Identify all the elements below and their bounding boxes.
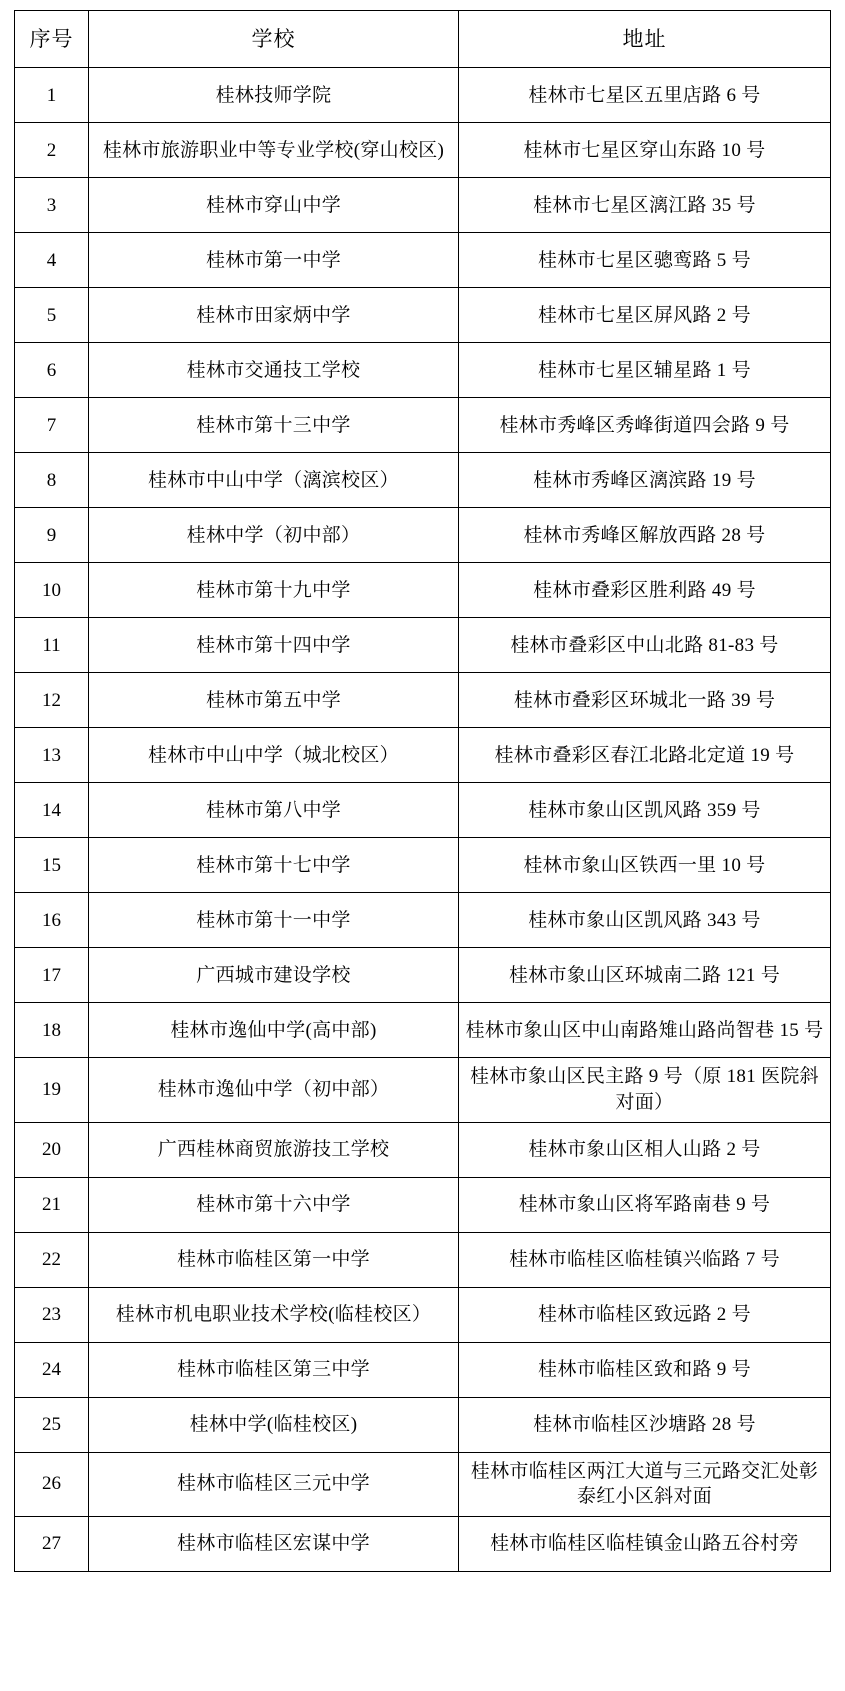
cell-school: 桂林市临桂区第一中学 bbox=[89, 1232, 459, 1287]
cell-index: 5 bbox=[15, 288, 89, 343]
cell-address: 桂林市象山区环城南二路 121 号 bbox=[459, 948, 831, 1003]
cell-school: 桂林中学(临桂校区) bbox=[89, 1397, 459, 1452]
cell-address: 桂林市临桂区临桂镇金山路五谷村旁 bbox=[459, 1516, 831, 1571]
cell-school: 桂林市穿山中学 bbox=[89, 178, 459, 233]
table-row bbox=[15, 1122, 831, 1177]
cell-address: 桂林市叠彩区中山北路 81-83 号 bbox=[459, 618, 831, 673]
cell-index: 4 bbox=[15, 233, 89, 288]
cell-index: 18 bbox=[15, 1003, 89, 1058]
cell-address: 桂林市象山区凯风路 343 号 bbox=[459, 893, 831, 948]
cell-index: 13 bbox=[15, 728, 89, 783]
cell-index: 6 bbox=[15, 343, 89, 398]
cell-index: 25 bbox=[15, 1397, 89, 1452]
cell-index: 9 bbox=[15, 508, 89, 563]
table-header bbox=[15, 11, 831, 68]
cell-address: 桂林市秀峰区秀峰街道四会路 9 号 bbox=[459, 398, 831, 453]
cell-school: 桂林市中山中学（城北校区） bbox=[89, 728, 459, 783]
cell-school: 桂林市第十六中学 bbox=[89, 1177, 459, 1232]
cell-address: 桂林市七星区辅星路 1 号 bbox=[459, 343, 831, 398]
cell-index: 10 bbox=[15, 563, 89, 618]
cell-address: 桂林市象山区将军路南巷 9 号 bbox=[459, 1177, 831, 1232]
table-row bbox=[15, 1342, 831, 1397]
cell-school: 广西城市建设学校 bbox=[89, 948, 459, 1003]
table-row bbox=[15, 288, 831, 343]
cell-school: 桂林技师学院 bbox=[89, 68, 459, 123]
table-row bbox=[15, 123, 831, 178]
table-row bbox=[15, 673, 831, 728]
cell-address: 桂林市象山区中山南路雉山路尚智巷 15 号 bbox=[459, 1003, 831, 1058]
cell-school: 桂林市逸仙中学（初中部） bbox=[89, 1058, 459, 1122]
cell-school: 桂林市第十三中学 bbox=[89, 398, 459, 453]
cell-address: 桂林市秀峰区解放西路 28 号 bbox=[459, 508, 831, 563]
table-row bbox=[15, 1058, 831, 1122]
table-row bbox=[15, 453, 831, 508]
table-row bbox=[15, 68, 831, 123]
cell-address: 桂林市象山区民主路 9 号（原 181 医院斜对面） bbox=[459, 1058, 831, 1122]
table-row bbox=[15, 893, 831, 948]
cell-school: 桂林市临桂区宏谋中学 bbox=[89, 1516, 459, 1571]
table-row bbox=[15, 1177, 831, 1232]
table-row bbox=[15, 783, 831, 838]
table-row bbox=[15, 343, 831, 398]
cell-address: 桂林市秀峰区漓滨路 19 号 bbox=[459, 453, 831, 508]
table-row bbox=[15, 1516, 831, 1571]
column-header-school: 学校 bbox=[89, 11, 459, 68]
cell-address: 桂林市临桂区临桂镇兴临路 7 号 bbox=[459, 1232, 831, 1287]
cell-school: 桂林市中山中学（漓滨校区） bbox=[89, 453, 459, 508]
cell-index: 7 bbox=[15, 398, 89, 453]
cell-school: 桂林市第十四中学 bbox=[89, 618, 459, 673]
cell-school: 桂林市第八中学 bbox=[89, 783, 459, 838]
table-row bbox=[15, 618, 831, 673]
table-row bbox=[15, 178, 831, 233]
table-row bbox=[15, 1452, 831, 1516]
cell-school: 桂林中学（初中部） bbox=[89, 508, 459, 563]
cell-index: 27 bbox=[15, 1516, 89, 1571]
cell-address: 桂林市象山区相人山路 2 号 bbox=[459, 1122, 831, 1177]
table-row bbox=[15, 508, 831, 563]
cell-index: 21 bbox=[15, 1177, 89, 1232]
cell-address: 桂林市象山区铁西一里 10 号 bbox=[459, 838, 831, 893]
cell-address: 桂林市七星区五里店路 6 号 bbox=[459, 68, 831, 123]
cell-index: 12 bbox=[15, 673, 89, 728]
cell-address: 桂林市临桂区沙塘路 28 号 bbox=[459, 1397, 831, 1452]
cell-address: 桂林市七星区漓江路 35 号 bbox=[459, 178, 831, 233]
table-row bbox=[15, 728, 831, 783]
cell-school: 桂林市第十一中学 bbox=[89, 893, 459, 948]
cell-school: 桂林市第十七中学 bbox=[89, 838, 459, 893]
table-row bbox=[15, 838, 831, 893]
cell-school: 桂林市第一中学 bbox=[89, 233, 459, 288]
cell-school: 桂林市第五中学 bbox=[89, 673, 459, 728]
cell-school: 桂林市临桂区第三中学 bbox=[89, 1342, 459, 1397]
cell-index: 22 bbox=[15, 1232, 89, 1287]
column-header-index: 序号 bbox=[15, 11, 89, 68]
cell-address: 桂林市七星区骢鸾路 5 号 bbox=[459, 233, 831, 288]
cell-address: 桂林市七星区屏风路 2 号 bbox=[459, 288, 831, 343]
table-row bbox=[15, 1232, 831, 1287]
cell-address: 桂林市七星区穿山东路 10 号 bbox=[459, 123, 831, 178]
cell-index: 8 bbox=[15, 453, 89, 508]
cell-index: 20 bbox=[15, 1122, 89, 1177]
cell-school: 桂林市机电职业技术学校(临桂校区） bbox=[89, 1287, 459, 1342]
table-row bbox=[15, 1003, 831, 1058]
cell-index: 23 bbox=[15, 1287, 89, 1342]
cell-index: 19 bbox=[15, 1058, 89, 1122]
cell-index: 15 bbox=[15, 838, 89, 893]
cell-index: 24 bbox=[15, 1342, 89, 1397]
cell-address: 桂林市叠彩区胜利路 49 号 bbox=[459, 563, 831, 618]
cell-index: 1 bbox=[15, 68, 89, 123]
cell-address: 桂林市临桂区致和路 9 号 bbox=[459, 1342, 831, 1397]
table-body bbox=[15, 68, 831, 1572]
cell-address: 桂林市临桂区致远路 2 号 bbox=[459, 1287, 831, 1342]
column-header-address: 地址 bbox=[459, 11, 831, 68]
cell-index: 16 bbox=[15, 893, 89, 948]
table-row bbox=[15, 1397, 831, 1452]
cell-index: 14 bbox=[15, 783, 89, 838]
cell-school: 广西桂林商贸旅游技工学校 bbox=[89, 1122, 459, 1177]
table-header-row bbox=[15, 11, 831, 68]
school-address-table bbox=[14, 10, 831, 1572]
table-row bbox=[15, 563, 831, 618]
cell-school: 桂林市田家炳中学 bbox=[89, 288, 459, 343]
cell-school: 桂林市第十九中学 bbox=[89, 563, 459, 618]
cell-school: 桂林市交通技工学校 bbox=[89, 343, 459, 398]
table-row bbox=[15, 948, 831, 1003]
table-row bbox=[15, 398, 831, 453]
cell-index: 17 bbox=[15, 948, 89, 1003]
cell-school: 桂林市临桂区三元中学 bbox=[89, 1452, 459, 1516]
cell-address: 桂林市叠彩区环城北一路 39 号 bbox=[459, 673, 831, 728]
cell-index: 26 bbox=[15, 1452, 89, 1516]
cell-index: 3 bbox=[15, 178, 89, 233]
cell-index: 2 bbox=[15, 123, 89, 178]
table-row bbox=[15, 233, 831, 288]
cell-address: 桂林市象山区凯风路 359 号 bbox=[459, 783, 831, 838]
cell-school: 桂林市逸仙中学(高中部) bbox=[89, 1003, 459, 1058]
table-row bbox=[15, 1287, 831, 1342]
cell-index: 11 bbox=[15, 618, 89, 673]
cell-school: 桂林市旅游职业中等专业学校(穿山校区) bbox=[89, 123, 459, 178]
cell-address: 桂林市临桂区两江大道与三元路交汇处彰泰红小区斜对面 bbox=[459, 1452, 831, 1516]
cell-address: 桂林市叠彩区春江北路北定道 19 号 bbox=[459, 728, 831, 783]
